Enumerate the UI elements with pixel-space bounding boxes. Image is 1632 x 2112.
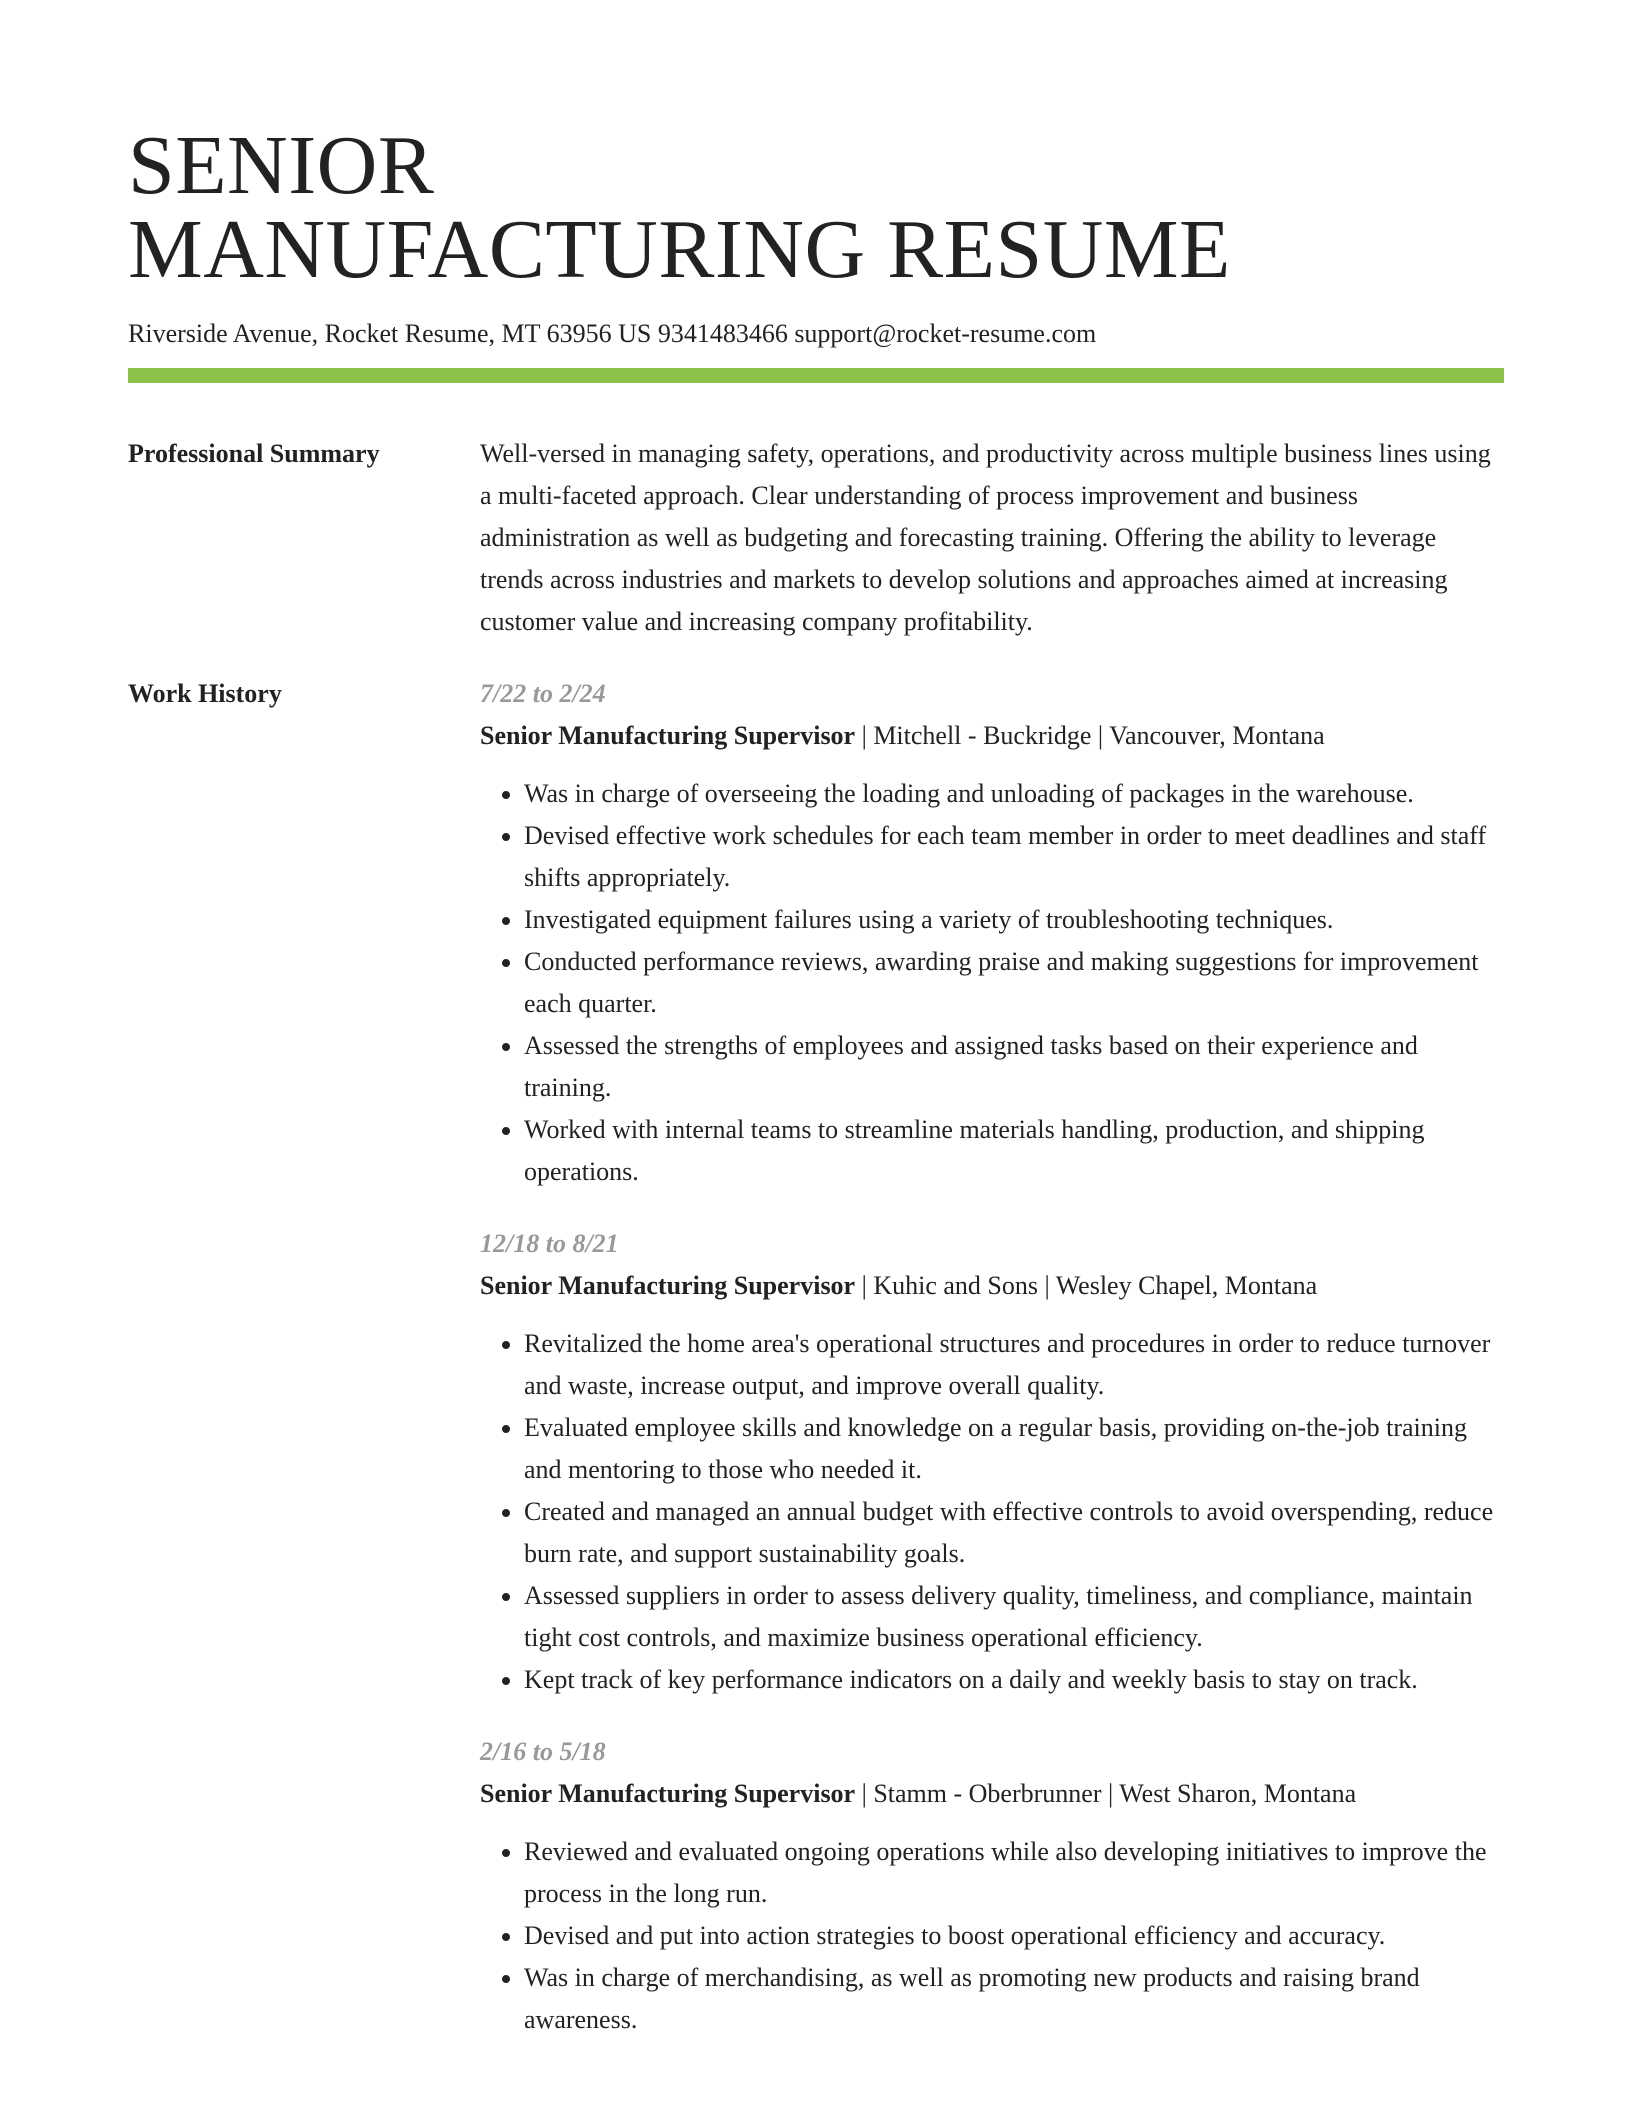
job-bullet: • Investigated equipment failures using a variety of troubleshooting techniques. <box>524 899 1504 941</box>
job-dates: 12/18 to 8/21 <box>480 1229 619 1258</box>
contact-line: Riverside Avenue, Rocket Resume, MT 63956 US 9341483466 support@rocket-resume.com <box>128 319 1097 348</box>
job-bullet: • Conducted performance reviews, awarding praise and making suggestions for improvement each quarter. <box>524 941 1504 1025</box>
job-bullet: • Kept track of key performance indicators on a daily and weekly basis to stay on track. <box>524 1659 1504 1701</box>
job-heading <box>480 1265 1504 1307</box>
job-entry <box>480 1731 1504 2041</box>
job-bullet: • Worked with internal teams to streamline materials handling, production, and shipping operations. <box>524 1109 1504 1193</box>
job-title: Senior Manufacturing Supervisor <box>480 1779 856 1808</box>
job-entry <box>480 1223 1504 1701</box>
summary-section <box>128 433 1504 643</box>
job-title: Senior Manufacturing Supervisor <box>480 1271 856 1300</box>
resume-title <box>128 0 1504 296</box>
work-history-section <box>128 673 1504 2071</box>
job-bullets <box>480 1323 1504 1701</box>
job-bullets <box>480 773 1504 1193</box>
job-company-location: | Kuhic and Sons | Wesley Chapel, Montana <box>855 1271 1318 1300</box>
resume-page <box>128 0 1504 2071</box>
job-bullet: • Reviewed and evaluated ongoing operations while also developing initiatives to improve the process in the long run. <box>524 1831 1504 1915</box>
job-bullet: • Devised effective work schedules for each team member in order to meet deadlines and staff shifts appropriately. <box>524 815 1504 899</box>
job-company-location: | Stamm - Oberbrunner | West Sharon, Montana <box>855 1779 1357 1808</box>
job-dates: 2/16 to 5/18 <box>480 1737 606 1766</box>
job-bullet: • Revitalized the home area's operational structures and procedures in order to reduce turnover and waste, increase output, and improve overall quality. <box>524 1323 1504 1407</box>
job-heading <box>480 1773 1504 1815</box>
summary-text: Well-versed in managing safety, operations, and productivity across multiple business lines using a multi-faceted approach. Clear understanding of process improvement and business administration as well as budgeting and forecasting training. Offering the ability to leverage trends across industries and markets to develop solutions and approaches aimed at increasing customer value and increasing company profitability. <box>480 439 1491 636</box>
job-bullets <box>480 1831 1504 2041</box>
job-bullet: • Evaluated employee skills and knowledge on a regular basis, providing on-the-job training and mentoring to those who needed it. <box>524 1407 1504 1491</box>
job-bullet: • Assessed the strengths of employees and assigned tasks based on their experience and training. <box>524 1025 1504 1109</box>
title-line-1: SENIOR <box>128 119 435 212</box>
job-dates: 7/22 to 2/24 <box>480 679 606 708</box>
job-bullet: • Was in charge of overseeing the loading and unloading of packages in the warehouse. <box>524 773 1504 815</box>
job-bullet: • Devised and put into action strategies to boost operational efficiency and accuracy. <box>524 1915 1504 1957</box>
job-bullet: • Assessed suppliers in order to assess delivery quality, timeliness, and compliance, maintain tight cost controls, and maximize business operational efficiency. <box>524 1575 1504 1659</box>
title-line-2: MANUFACTURING RESUME <box>128 203 1231 296</box>
summary-label: Professional Summary <box>128 439 380 468</box>
job-title: Senior Manufacturing Supervisor <box>480 721 856 750</box>
work-history-label: Work History <box>128 679 282 708</box>
job-heading <box>480 715 1504 757</box>
job-company-location: | Mitchell - Buckridge | Vancouver, Montana <box>855 721 1325 750</box>
job-entry <box>480 673 1504 1193</box>
accent-divider <box>128 368 1504 383</box>
job-list <box>480 673 1504 2071</box>
job-bullet: • Created and managed an annual budget with effective controls to avoid overspending, reduce burn rate, and support sustainability goals. <box>524 1491 1504 1575</box>
job-bullet: • Was in charge of merchandising, as well as promoting new products and raising brand awareness. <box>524 1957 1504 2041</box>
